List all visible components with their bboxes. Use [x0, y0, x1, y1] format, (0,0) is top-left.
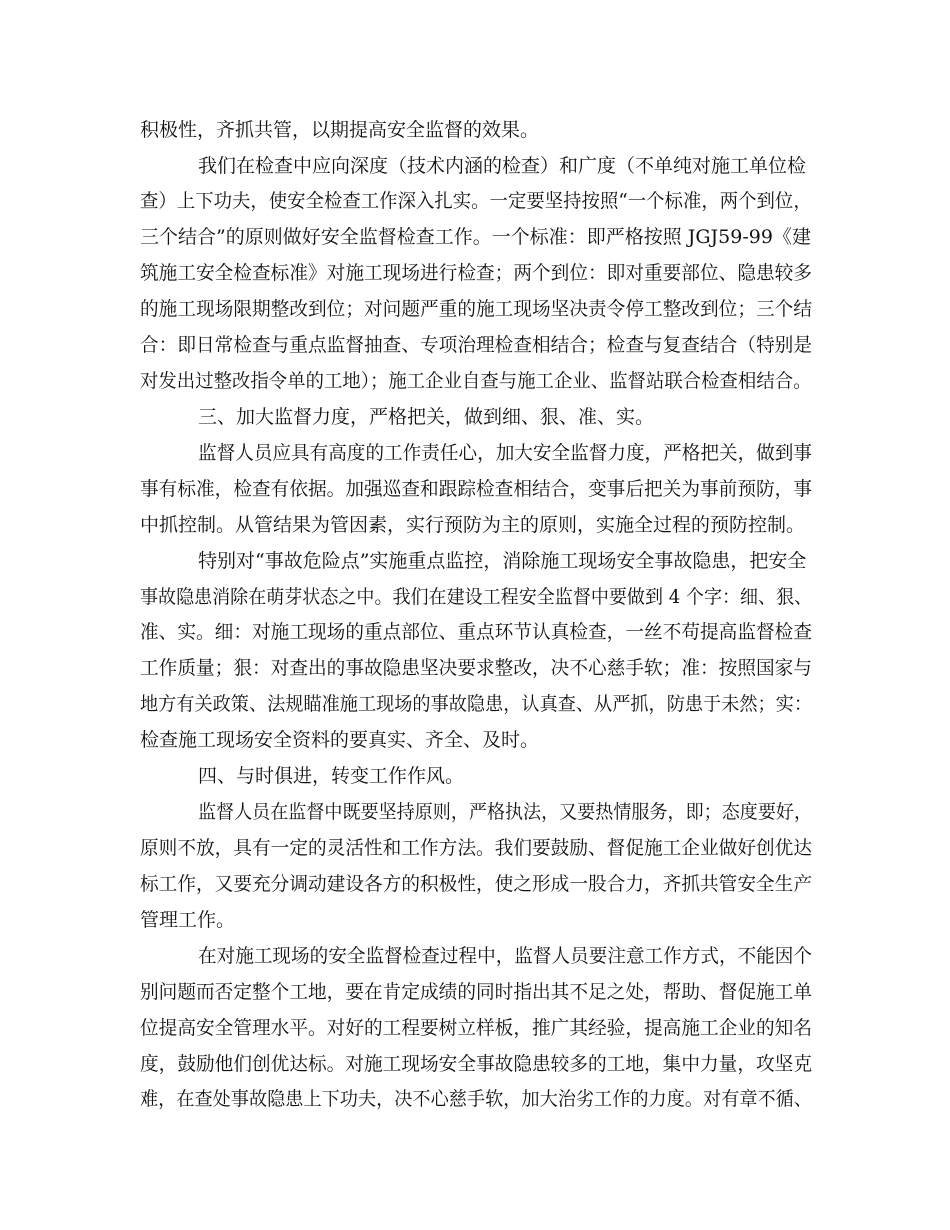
- text-line: 别问题而否定整个工地，要在肯定成绩的同时指出其不足之处，帮助、督促施工单: [140, 981, 813, 1003]
- text-line: 中抓控制。从管结果为管因素，实行预防为主的原则，实施全过程的预防控制。: [140, 514, 806, 536]
- text-line: 积极性，齐抓共管，以期提高安全监督的效果。: [140, 119, 540, 141]
- text-line: 标工作，又要充分调动建设各方的积极性，使之形成一股合力，齐抓共管安全生产: [140, 873, 813, 895]
- text-line: 难，在查处事故隐患上下功夫，决不心慈手软，加大治劣工作的力度。对有章不循、: [140, 1088, 813, 1110]
- paragraph-start-line: 监督人员在监督中既要坚持原则，严格执法，又要热情服务，即；态度要好，: [198, 801, 813, 823]
- text-line: 检查施工现场安全资料的要真实、齐全、及时。: [140, 729, 540, 751]
- text-line: 三个结合”的原则做好安全监督检查工作。一个标准：即严格按照 JGJ59-99《建: [140, 226, 811, 248]
- paragraph-start-line: 在对施工现场的安全监督检查过程中，监督人员要注意工作方式，不能因个: [198, 945, 813, 967]
- text-line: 事故隐患消除在萌芽状态之中。我们在建设工程安全监督中要做到 4 个字：细、狠、: [140, 586, 813, 608]
- text-line: 查）上下功夫，使安全检查工作深入扎实。一定要坚持按照“一个标准，两个到位，: [140, 190, 812, 212]
- text-line: 事有标准，检查有依据。加强巡查和跟踪检查相结合，变事后把关为事前预防，事: [140, 478, 813, 500]
- text-line: 准、实。细：对施工现场的重点部位、重点环节认真检查，一丝不苟提高监督检查: [140, 621, 813, 643]
- text-line: 对发出过整改指令单的工地）；施工企业自查与施工企业、监督站联合检查相结合。: [140, 370, 812, 392]
- text-line: 位提高安全管理水平。对好的工程要树立样板，推广其经验，提高施工企业的知名: [140, 1017, 813, 1039]
- text-line: 的施工现场限期整改到位；对问题严重的施工现场坚决责令停工整改到位；三个结: [140, 298, 813, 320]
- text-line: 合：即日常检查与重点监督抽查、专项治理检查相结合；检查与复查结合（特别是: [140, 334, 813, 356]
- text-line: 筑施工安全检查标准》对施工现场进行检查；两个到位：即对重要部位、隐患较多: [140, 262, 813, 284]
- text-line: 原则不放，具有一定的灵活性和工作方法。我们要鼓励、督促施工企业做好创优达: [140, 837, 813, 859]
- text-line: 工作质量；狠：对查出的事故隐患坚决要求整改，决不心慈手软；准：按照国家与: [140, 657, 813, 679]
- text-line: 管理工作。: [140, 909, 236, 931]
- text-line: 度，鼓励他们创优达标。对施工现场安全事故隐患较多的工地，集中力量，攻坚克: [140, 1053, 813, 1075]
- paragraph-start-line: 我们在检查中应向深度（技术内涵的检查）和广度（不单纯对施工单位检: [198, 155, 807, 177]
- paragraph-start-line: 特别对“事故危险点”实施重点监控，消除施工现场安全事故隐患，把安全: [198, 550, 807, 572]
- section-heading: 三、加大监督力度，严格把关，做到细、狠、准、实。: [198, 406, 655, 428]
- text-line: 地方有关政策、法规瞄准施工现场的事故隐患，认真查、从严抓，防患于未然；实：: [140, 693, 813, 715]
- paragraph-start-line: 监督人员应具有高度的工作责任心，加大安全监督力度，严格把关，做到事: [198, 442, 813, 464]
- section-heading: 四、与时俱进，转变工作作风。: [198, 765, 465, 787]
